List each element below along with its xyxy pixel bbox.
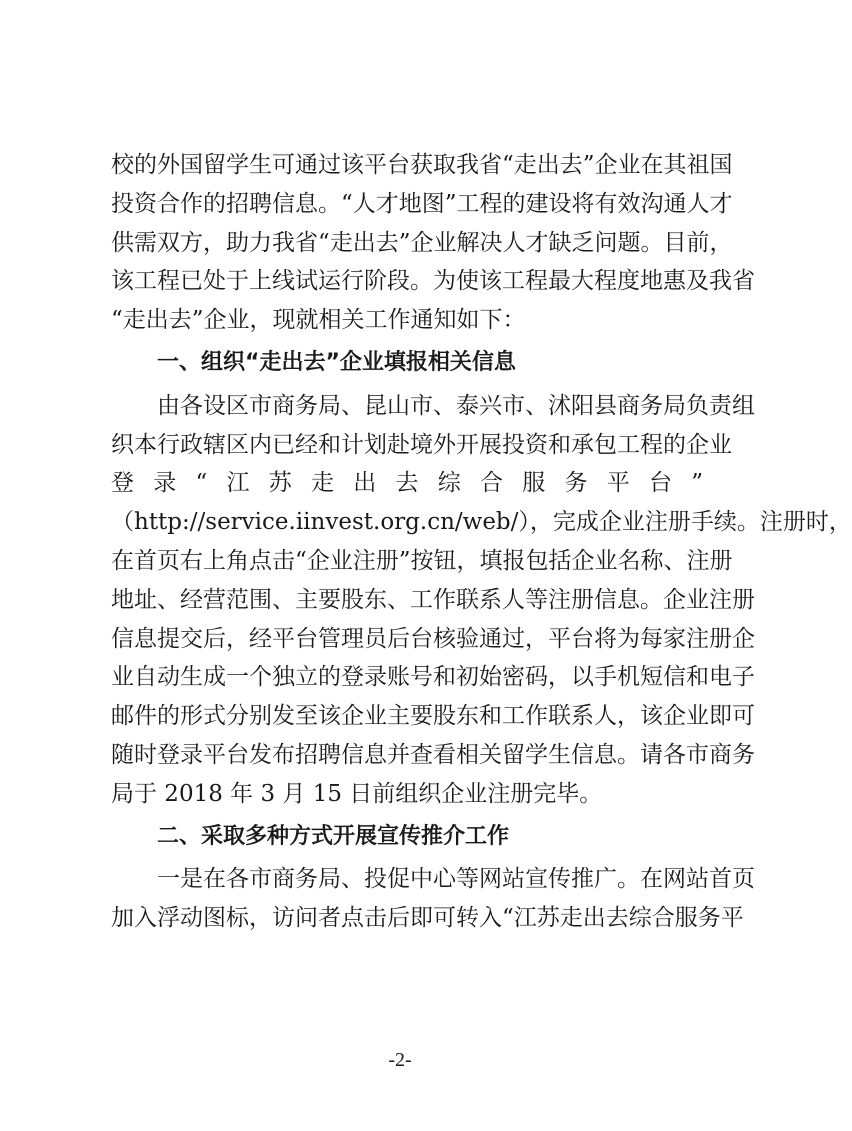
paragraph-intro: [111, 146, 755, 340]
text-line: 随时登录平台发布招聘信息并查看相关留学生信息。请各市商务: [111, 741, 755, 768]
paragraph-promotion: [111, 860, 755, 938]
text-line: 织本行政辖区内已经和计划赴境外开展投资和承包工程的企业: [111, 431, 732, 458]
text-line: 地址、经营范围、主要股东、工作联系人等注册信息。企业注册: [111, 586, 755, 613]
text-line: （http://service.iinvest.org.cn/web/），完成企业注册手续。注册时，: [111, 509, 852, 536]
text-line: 登录“江苏走出去综合服务平台”: [111, 470, 703, 497]
text-line: 在首页右上角点击“企业注册”按钮，填报包括企业名称、注册: [111, 547, 733, 574]
text-line: 供需双方，助力我省“走出去”企业解决人才缺乏问题。目前，: [111, 229, 733, 256]
text-line: 一是在各市商务局、投促中心等网站宣传推广。在网站首页: [157, 866, 755, 893]
paragraph-registration: [111, 387, 852, 814]
text-line: 该工程已处于上线试运行阶段。为使该工程最大程度地惠及我省: [111, 268, 755, 295]
text-line: 业自动生成一个独立的登录账号和初始密码，以手机短信和电子: [111, 664, 755, 691]
text-line: 邮件的形式分别发至该企业主要股东和工作联系人，该企业即可: [111, 703, 755, 730]
text-line: 由各设区市商务局、昆山市、泰兴市、沭阳县商务局负责组: [157, 392, 755, 419]
text-line: 投资合作的招聘信息。“人才地图”工程的建设将有效沟通人才: [111, 190, 733, 217]
section-heading-1: 一、组织“走出去”企业填报相关信息: [157, 349, 516, 375]
text-line: 信息提交后，经平台管理员后台核验通过，平台将为每家注册企: [111, 625, 755, 652]
text-line: 局于 2018 年 3 月 15 日前组织企业注册完毕。: [111, 780, 603, 807]
document-body: [111, 146, 852, 938]
text-line: 加入浮动图标，访问者点击后即可转入“江苏走出去综合服务平: [111, 905, 744, 932]
text-line: “走出去”企业，现就相关工作通知如下：: [111, 307, 526, 334]
section-heading-2: 二、采取多种方式开展宣传推介工作: [157, 823, 510, 849]
text-line: 校的外国留学生可通过该平台获取我省“走出去”企业在其祖国: [111, 152, 733, 178]
page-number: -2-: [388, 1049, 412, 1071]
